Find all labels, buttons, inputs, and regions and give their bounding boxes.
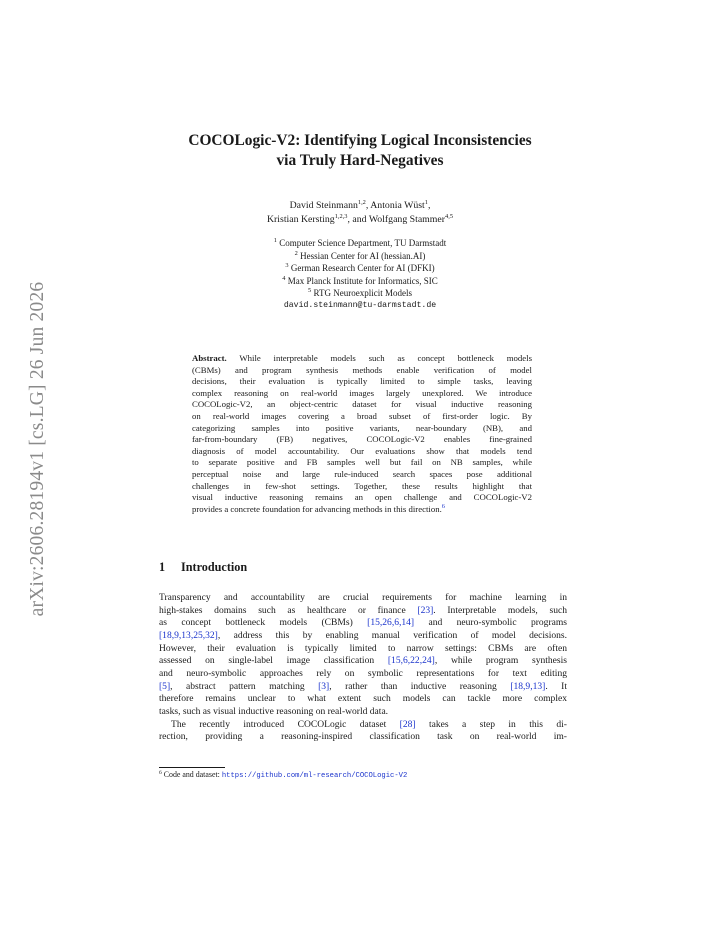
paper-title <box>150 131 570 171</box>
abstract-label: Abstract. <box>192 353 227 363</box>
affiliation-text: Computer Science Department, TU Darmstadt <box>279 238 447 248</box>
body-line: However, their evaluation is typically limited to narrow settings: CBMs are often <box>159 642 567 654</box>
body-line: therefore remains unclear to what extent such models can tackle more complex <box>159 693 567 705</box>
abstract-line: far-from-boundary (FB) negatives, COCOLogic-V2 enables fine-grained <box>192 434 532 445</box>
affiliation-item <box>150 250 570 263</box>
authors-line-1 <box>150 199 570 213</box>
abstract-line: to separate positive and FB samples well but fail on NB samples, while <box>192 457 532 468</box>
body-text-run: takes a step in this di- <box>415 718 567 730</box>
body-line <box>159 719 567 732</box>
body-line <box>159 617 567 630</box>
body-text-run: and neuro-symbolic programs <box>414 617 568 629</box>
author-separator: , and <box>347 214 369 225</box>
section-number: 1 <box>159 560 166 574</box>
body-text-run: , abstract pattern matching <box>170 680 319 692</box>
abstract-line: diagnosis of model accountability. Our evaluations show that models tend <box>192 445 532 456</box>
footnote-label: Code and dataset: <box>163 770 222 779</box>
body-text-run: high-stakes domains such as healthcare or finance <box>159 604 418 616</box>
citation-link[interactable]: [15,6,22,24] <box>387 655 435 667</box>
affiliation-text: RTG Neuroexplicit Models <box>313 288 412 299</box>
affiliation-item <box>150 237 570 250</box>
body-line <box>159 605 567 618</box>
citation-link[interactable]: [28] <box>399 718 416 730</box>
author-list <box>150 199 570 227</box>
author-affiliation-mark: 1 <box>424 199 428 206</box>
abstract-text: While interpretable models such as concept bottleneck models <box>239 353 533 363</box>
body-text-run: , while program synthesis <box>434 655 568 667</box>
affiliation-text: Hessian Center for AI (hessian.AI) <box>300 250 426 261</box>
affiliation-list <box>150 237 570 313</box>
citation-link[interactable]: [3] <box>318 680 330 692</box>
title-line-2: via Truly Hard-Negatives <box>276 152 444 169</box>
affiliation-number: 2 <box>294 249 298 257</box>
body-text-run: . Interpretable models, such <box>433 604 567 616</box>
abstract-line: categorizing samples into positive variants, near-boundary (NB), and <box>192 422 532 433</box>
abstract-line <box>192 504 532 516</box>
footnote-link[interactable]: 6 <box>441 502 445 510</box>
body-text-run: , address this by enabling manual verification of model decisions. <box>217 629 567 641</box>
affiliation-number: 5 <box>308 287 312 295</box>
author-separator: , <box>365 200 371 211</box>
body-text-run: . It <box>545 680 567 692</box>
body-line <box>159 681 567 694</box>
authors-line-2 <box>150 213 570 227</box>
author-name: Antonia Wüst <box>370 200 425 211</box>
citation-link[interactable]: [15,26,6,14] <box>367 617 415 629</box>
affiliation-item <box>150 287 570 300</box>
abstract-line: (CBMs) and program synthesis methods enable verification of model <box>192 364 532 375</box>
body-text-run: The recently introduced COCOLogic dataset <box>171 718 400 730</box>
abstract-line: visual inductive reasoning remains an open challenge and COCOLogic-V2 <box>192 492 532 503</box>
footnote-number: 6 <box>159 770 162 776</box>
body-text-run: assessed on single-label image classification <box>159 655 388 667</box>
abstract-line: on real-world images covering a broad subset of first-order logic. By <box>192 410 532 421</box>
author-name: David Steinmann <box>289 200 358 211</box>
body-text-run: , rather than inductive reasoning <box>329 680 511 692</box>
body-line <box>159 655 567 668</box>
abstract-line: challenges in few-shot settings. Together, these results highlight that <box>192 480 532 491</box>
body-line: and neuro-symbolic approaches rely on symbolic representations for text editing <box>159 667 567 679</box>
section-heading <box>159 560 247 575</box>
affiliation-text: German Research Center for AI (DFKI) <box>290 263 435 274</box>
title-line-1: COCOLogic-V2: Identifying Logical Inconsistencies <box>188 132 532 149</box>
author-affiliation-mark: 1,2 <box>357 199 366 206</box>
body-line: tasks, such as visual inductive reasoning on real-world data. <box>159 705 389 717</box>
author-affiliation-mark: 4,5 <box>445 213 454 220</box>
abstract-line: complex reasoning on real-world images largely unexplored. We introduce <box>192 387 532 398</box>
section-title: Introduction <box>181 560 248 574</box>
affiliation-item <box>150 262 570 275</box>
author-separator: , <box>427 200 431 211</box>
body-line <box>159 630 567 643</box>
footnote <box>159 770 407 780</box>
abstract-line: perceptual noise and large rule-induced search spaces pose additional <box>192 468 532 479</box>
contact-email: david.steinmann@tu-darmstadt.de <box>283 300 437 310</box>
abstract-line <box>192 353 532 365</box>
affiliation-number: 3 <box>285 262 289 270</box>
abstract-text: provides a concrete foundation for advancing methods in this direction. <box>192 503 442 514</box>
footnote-divider <box>159 767 225 768</box>
author-name: Wolfgang Stammer <box>368 214 446 225</box>
affiliation-text: Max Planck Institute for Informatics, SIC <box>287 275 438 286</box>
body-line: rection, providing a reasoning-inspired classification task on real-world im- <box>159 731 567 743</box>
citation-link[interactable]: [18,9,13] <box>510 680 546 692</box>
affiliation-item <box>150 275 570 288</box>
affiliation-number: 4 <box>282 274 286 282</box>
abstract-line: decisions, their evaluation is typically limited to simple tasks, leaving <box>192 376 532 387</box>
body-line: Transparency and accountability are crucial requirements for machine learning in <box>159 592 567 603</box>
affiliation-number: 1 <box>273 237 277 244</box>
citation-link[interactable]: [23] <box>417 604 434 616</box>
repository-url-link[interactable]: https://github.com/ml-research/COCOLogic-V2 <box>221 772 408 780</box>
citation-link[interactable]: [18,9,13,25,32] <box>159 629 218 641</box>
body-text-run: as concept bottleneck models (CBMs) <box>159 617 368 629</box>
abstract <box>192 353 532 515</box>
citation-link[interactable]: [5] <box>159 680 171 692</box>
abstract-line: COCOLogic-V2, an object-centric dataset for visual inductive reasoning <box>192 399 532 410</box>
arxiv-identifier-stamp: arXiv:2606.28194v1 [cs.LG] 26 Jun 2026 <box>27 281 48 617</box>
author-name: Kristian Kersting <box>266 214 335 225</box>
body-text <box>159 592 567 744</box>
author-affiliation-mark: 1,2,3 <box>334 213 348 220</box>
